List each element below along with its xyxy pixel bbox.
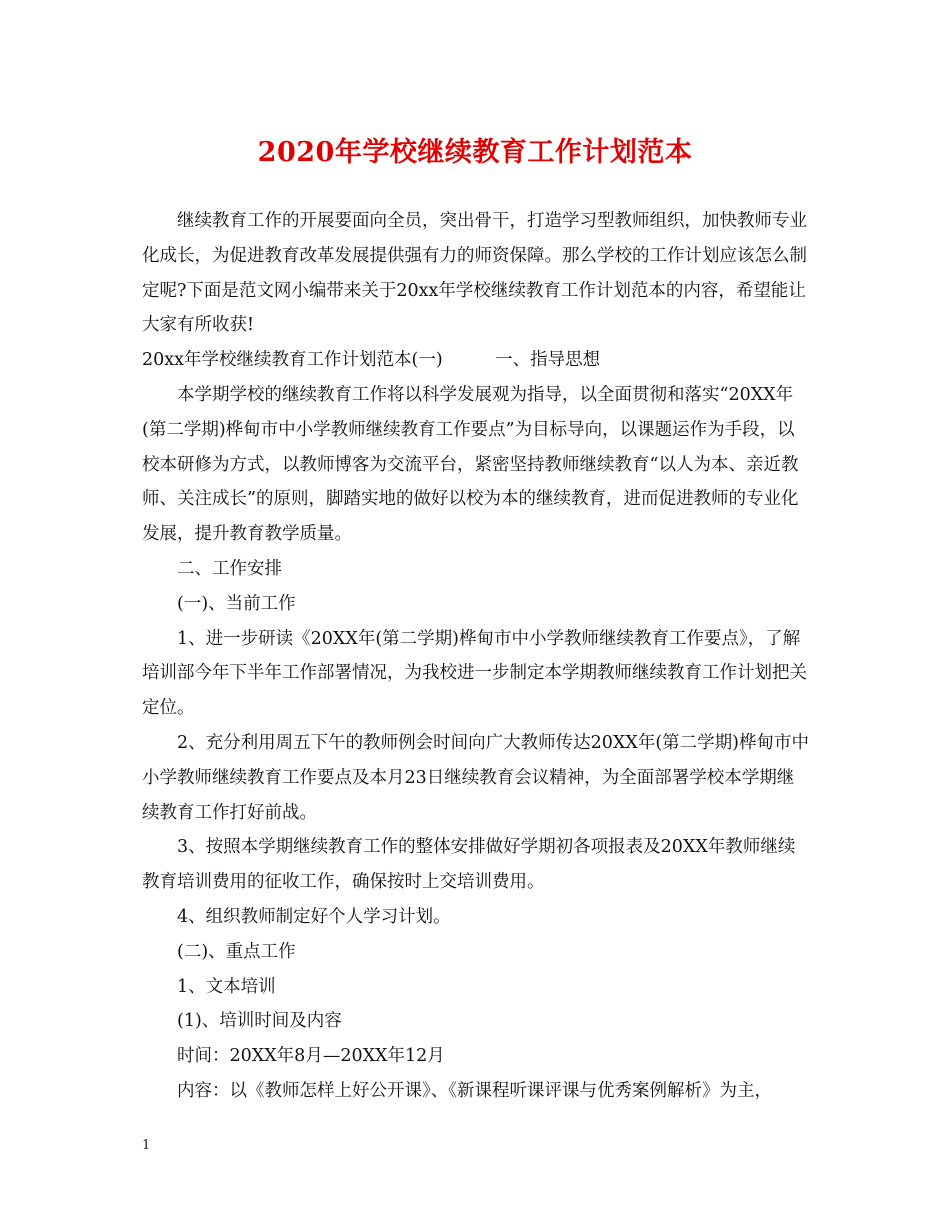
document-title: 2020年学校继续教育工作计划范本 xyxy=(257,137,693,168)
paragraph: (一)、当前工作 xyxy=(177,593,296,614)
paragraph: 4、组织教师制定好个人学习计划。 xyxy=(177,906,451,927)
paragraph: (二)、重点工作 xyxy=(177,941,296,962)
paragraph: 1、进一步研读《20XX年(第二学期)桦甸市中小学教师继续教育工作要点》，了解培训部今年下半年工作部署情况，为我校进一步制定本学期教师继续教育工作计划把关定位。 xyxy=(142,628,807,719)
page-number: 1 xyxy=(142,1138,151,1153)
paragraph: 二、工作安排 xyxy=(177,558,282,579)
paragraph: 时间：20XX年8月—20XX年12月 xyxy=(177,1046,445,1067)
paragraph: 内容：以《教师怎样上好公开课》、《新课程听课评课与优秀案例解析》为主， xyxy=(177,1080,772,1101)
paragraph: 1、文本培训 xyxy=(177,976,276,997)
paragraph: (1)、培训时间及内容 xyxy=(177,1011,342,1032)
document-body xyxy=(142,204,810,1109)
paragraph: 2、充分利用周五下午的教师例会时间向广大教师传达20XX年(第二学期)桦甸市中小学教师继续教育工作要点及本月23日继续教育会议精神，为全面部署学校本学期继续教育工作打好前战。 xyxy=(142,732,809,823)
paragraph: 20xx年学校继续教育工作计划范本(一) 一、指导思想 xyxy=(142,350,601,371)
paragraph: 继续教育工作的开展要面向全员，突出骨干，打造学习型教师组织，加快教师专业化成长，为促进教育改革发展提供强有力的师资保障。那么学校的工作计划应该怎么制定呢?下面是范文网小编带来关于20xx年学校继续教育工作计划范本的内容，希望能让大家有所收获! xyxy=(142,211,807,336)
paragraph: 本学期学校的继续教育工作将以科学发展观为指导，以全面贯彻和落实“20XX年(第二学期)桦甸市中小学教师继续教育工作要点”为目标导向，以课题运作为手段，以校本研修为方式，以教师博客为交流平台，紧密坚持教师继续教育“以人为本、亲近教师、关注成长”的原则，脚踏实地的做好以校为本的继续教育，进而促进教师的专业化发展，提升教育教学质量。 xyxy=(142,384,799,545)
paragraph: 3、按照本学期继续教育工作的整体安排做好学期初各项报表及20XX年教师继续教育培训费用的征收工作，确保按时上交培训费用。 xyxy=(142,837,796,893)
